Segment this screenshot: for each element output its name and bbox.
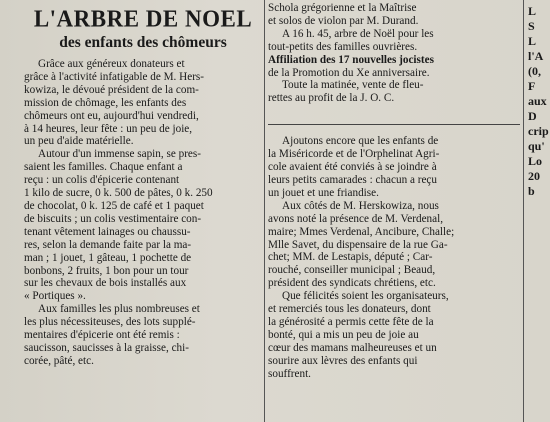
text-line: A 16 h. 45, arbre de Noël pour les [282, 27, 434, 40]
article-continuation [268, 135, 518, 380]
edge-fragment: l'A [528, 49, 544, 63]
text-line: rettes au profit de la J. O. C. [268, 92, 395, 105]
text-line: cœur des mamans malheureuses et un [268, 341, 437, 354]
edge-fragment: L [528, 34, 537, 48]
text-line: Mlle Savet, du dispensaire de la rue Ga- [268, 238, 448, 251]
text-line: tenant vêtement lainages ou chaussu- [24, 225, 191, 238]
edge-fragment: aux [528, 94, 547, 108]
text-line: et remerciés tous les donateurs, dont [268, 303, 431, 316]
text-line: Affiliation des 17 nouvelles jocistes [268, 53, 434, 66]
edge-fragment: L [528, 4, 537, 18]
program-snippet [268, 2, 518, 105]
text-line: Que félicités soient les organisateurs, [282, 290, 449, 303]
edge-fragment: b [528, 184, 535, 198]
text-line: de biscuits ; un colis vestimentaire con- [24, 212, 202, 225]
text-line: un jouet et une friandise. [268, 186, 379, 199]
text-line: saucisson, saucisses à la graisse, chi- [24, 341, 189, 354]
edge-fragment: (0, [528, 64, 541, 78]
article-subtitle: des enfants des chômeurs [59, 34, 227, 51]
text-line: man ; 1 jouet, 1 gâteau, 1 pochette de [24, 251, 192, 264]
column-rule-left [264, 0, 265, 422]
text-line: souffrent. [268, 367, 311, 380]
edge-fragment: qu' [528, 139, 545, 153]
right-column [268, 2, 518, 380]
clipped-edge-column [528, 4, 550, 199]
text-line: sur les chevaux de bois installés aux [24, 277, 187, 290]
text-line: Ajoutons encore que les enfants de [282, 135, 439, 148]
text-line: un peu d'aide matérielle. [24, 135, 134, 148]
text-line: Aux côtés de M. Herskowiza, nous [282, 199, 439, 212]
text-line: Autour d'un immense sapin, se pres- [38, 148, 201, 161]
text-line: res, selon la demande faite par la ma- [24, 238, 192, 251]
text-line: leurs petits camarades : chacun a reçu [268, 173, 437, 186]
text-line: bonté, qui a mis un peu de joie au [268, 328, 419, 341]
text-line: Schola grégorienne et la Maîtrise [268, 2, 417, 14]
text-line: 1 kilo de sucre, 0 k. 500 de pâtes, 0 k. 250 [24, 187, 213, 200]
text-line: les plus nécessiteuses, des lots supplé- [24, 316, 196, 329]
text-line: Aux familles les plus nombreuses et [38, 303, 200, 316]
text-line: saient les familles. Chaque enfant a [24, 161, 183, 174]
column-rule-right [523, 0, 524, 422]
text-line: sourire aux lèvres des enfants qui [268, 354, 418, 367]
text-line: reçu : un colis d'épicerie contenant [24, 174, 180, 187]
text-line: bonbons, 2 fruits, 1 bon pour un tour [24, 264, 189, 277]
text-line: cole avaient été conviés à se joindre à [268, 161, 437, 174]
text-line: tout-petits des familles ouvrières. [268, 40, 418, 53]
text-line: corée, pâté, etc. [24, 354, 94, 367]
article-arbre-de-noel [24, 0, 262, 368]
text-line: à 14 heures, leur fête : un peu de joie, [24, 122, 193, 135]
text-line: la Miséricorde et de l'Orphelinat Agri- [268, 148, 440, 161]
text-line: et solos de violon par M. Durand. [268, 14, 419, 27]
text-line: grâce à l'activité infatigable de M. Hers- [24, 70, 204, 83]
text-line: avons noté la présence de M. Verdenal, [268, 212, 443, 225]
edge-fragment: Lo [528, 154, 543, 168]
text-line: mission de chômage, les enfants des [24, 96, 187, 109]
text-line: « Portiques ». [24, 290, 86, 303]
edge-fragment: 20 [528, 169, 540, 183]
text-line: la générosité a permis cette fête de la [268, 315, 434, 328]
text-line: président des syndicats chrétiens, etc. [268, 277, 436, 290]
text-line: mentaires d'épicerie ont été remis : [24, 329, 180, 342]
text-line: de chocolat, 0 k. 125 de café et 1 paquet [24, 199, 204, 212]
edge-fragment: S [528, 19, 535, 33]
article-title: L'ARBRE DE NOEL [33, 5, 253, 32]
text-line: de la Promotion du Xe anniversaire. [268, 66, 430, 79]
edge-fragment: D [528, 109, 537, 123]
edge-fragment: F [528, 79, 536, 93]
text-line: kowiza, le dévoué président de la com- [24, 83, 199, 96]
edge-fragment: crip [528, 124, 549, 138]
text-line: Toute la matinée, vente de fleu- [282, 79, 424, 92]
text-line: chômeurs ont eu, aujourd'hui vendredi, [24, 109, 199, 122]
text-line: maire; Mmes Verdenal, Ancibure, Challe; [268, 225, 455, 238]
text-line: Grâce aux généreux donateurs et [38, 58, 185, 70]
text-line: chet; MM. de Lestapis, député ; Car- [268, 251, 433, 264]
text-line: rouché, conseiller municipal ; Beaud, [268, 264, 436, 277]
